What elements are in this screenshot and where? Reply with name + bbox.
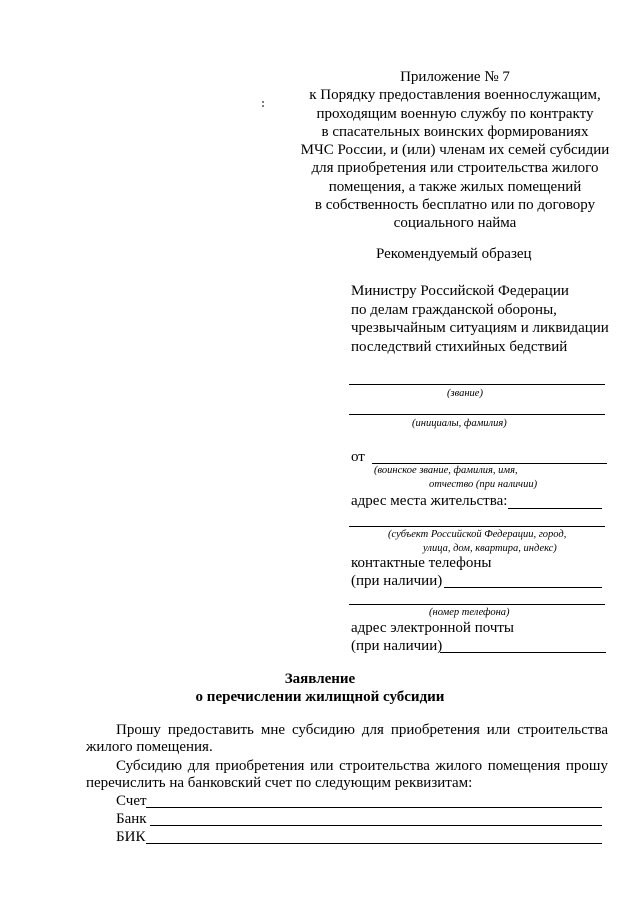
from-label: от [351,449,365,465]
email-label: адрес электронной почты [351,620,515,636]
statement-title: Заявление [284,671,356,687]
name-caption: (инициалы, фамилия) [412,418,507,429]
account-field-line[interactable] [146,807,602,808]
paragraph-1-line-2: жилого помещения. [86,739,213,755]
scan-speck [262,101,264,103]
rank-field-line[interactable] [349,384,605,385]
appendix-line: МЧС России, и (или) членам их семей субсидии [300,142,610,159]
appendix-line: проходящим военную службу по контракту [316,105,594,122]
from-field-line[interactable] [372,463,607,464]
appendix-line: в собственность бесплатно или по договору [314,197,596,214]
bik-field-line[interactable] [146,843,602,844]
bank-field-line[interactable] [150,825,602,826]
address-caption-2: улица, дом, квартира, индекс) [423,543,557,554]
from-caption-2: отчество (при наличии) [429,479,538,490]
appendix-line: Приложение № 7 [400,69,510,85]
email-if-any: (при наличии) [351,638,443,654]
phones-label: контактные телефоны [351,555,492,571]
addressee-line: чрезвычайным ситуациям и ликвидации [351,320,609,336]
account-label: Счет [116,793,147,809]
paragraph-2-line-2: перечислить на банковский счет по следующим реквизитам: [86,775,473,791]
from-caption-1: (воинское звание, фамилия, имя, [374,465,518,476]
addressee-block [351,282,609,356]
email-field-line[interactable] [440,652,606,653]
paragraph-2-line-1 [116,758,608,775]
addressee-line: Министру Российской Федерации [351,283,569,299]
address-field-line-1[interactable] [508,508,602,509]
appendix-line: социального найма [393,215,517,232]
bank-label: Банк [116,811,147,827]
statement-subtitle: о перечислении жилищной субсидии [195,689,445,705]
appendix-line: помещения, а также жилых помещений [328,178,582,195]
paragraph-2-line-1-text: Субсидию для приобретения или строительства жилого помещения прошу [116,758,608,774]
address-label: адрес места жительства: [351,493,508,509]
appendix-line: для приобретения или строительства жилого [311,160,599,177]
phone-caption: (номер телефона) [429,607,510,618]
phone-field-line-1[interactable] [444,587,602,588]
bik-label: БИК [116,829,146,845]
scan-speck [262,105,264,107]
recommended-sample-label: Рекомендуемый образец [376,246,532,262]
address-caption-1: (субъект Российской Федерации, город, [388,529,567,540]
addressee-line: по делам гражданской обороны, [351,301,557,318]
addressee-line: последствий стихийных бедствий [351,338,568,355]
paragraph-1-line-1 [116,722,608,739]
appendix-line: в спасательных воинских формированиях [321,123,589,140]
phone-field-line-2[interactable] [349,604,605,605]
rank-caption: (звание) [447,388,483,399]
name-field-line[interactable] [349,414,605,415]
paragraph-1-line-1-text: Прошу предоставить мне субсидию для приобретения или строительства [116,722,608,738]
appendix-header [290,68,620,233]
appendix-line: к Порядку предоставления военнослужащим, [309,87,601,104]
address-field-line-2[interactable] [349,526,605,527]
phones-if-any: (при наличии) [351,573,443,589]
